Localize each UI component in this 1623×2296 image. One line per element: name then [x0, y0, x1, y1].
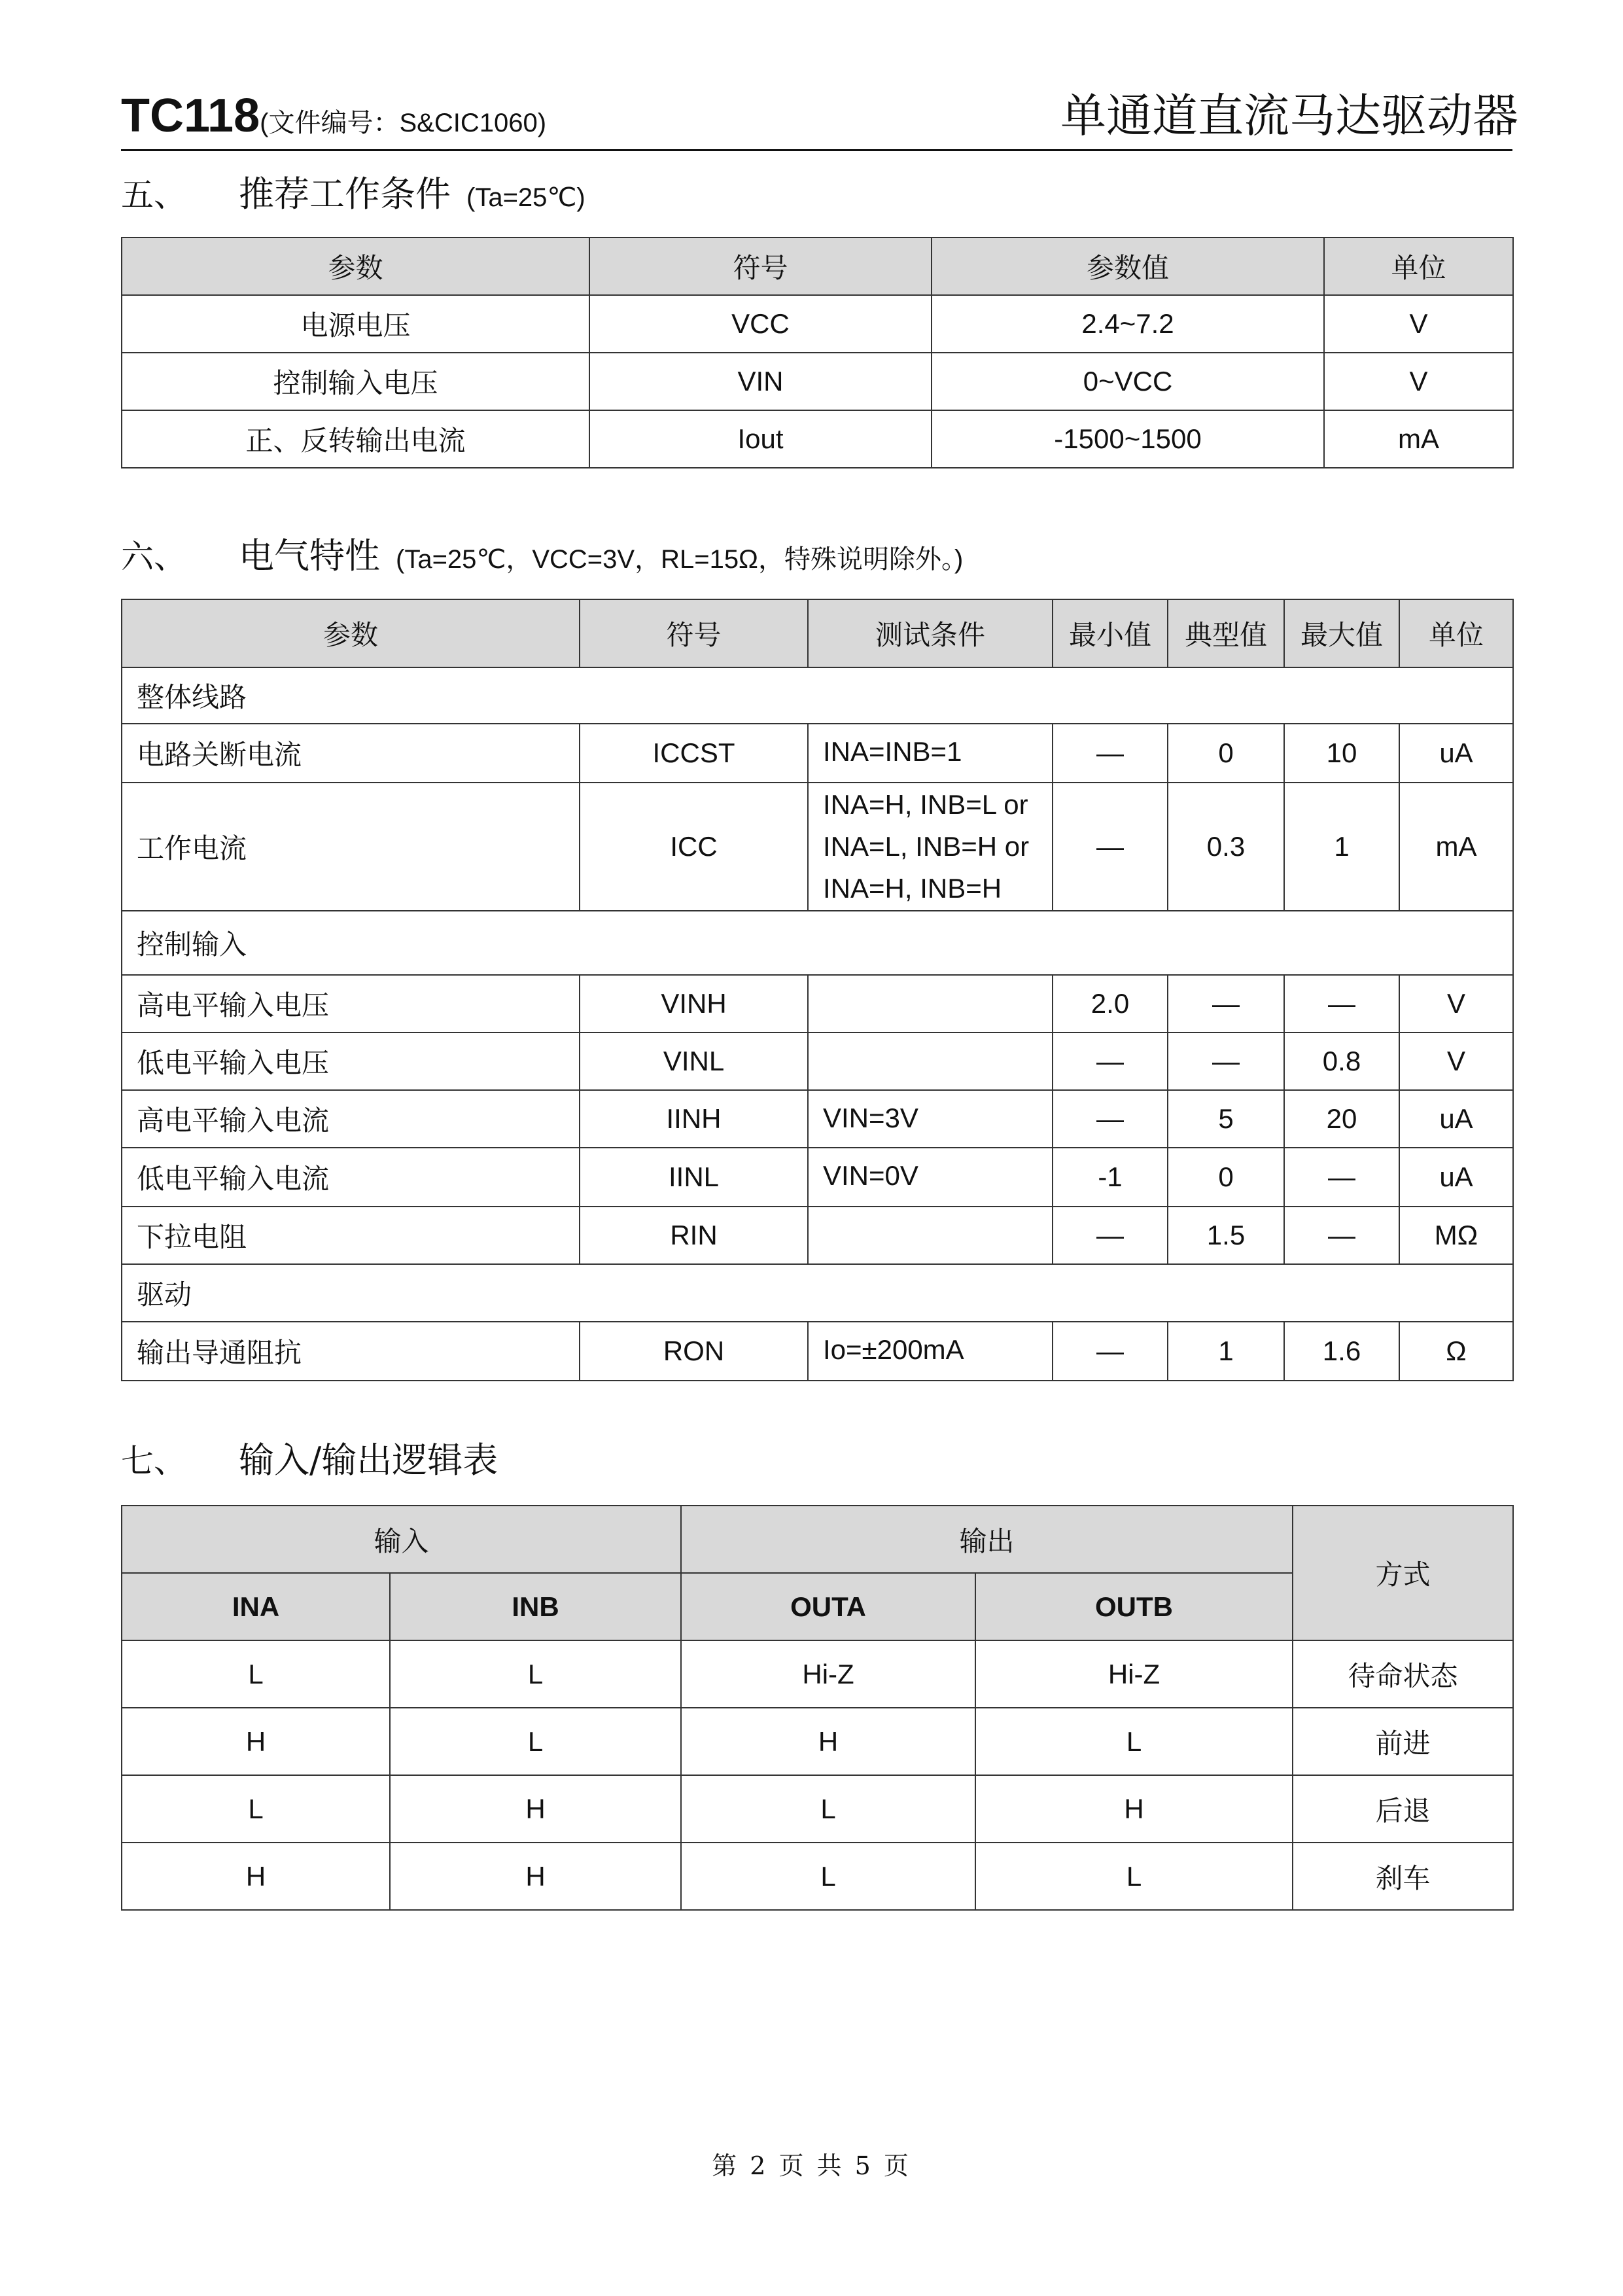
section5-title: 推荐工作条件 — [239, 173, 451, 215]
table-row — [122, 1775, 1513, 1843]
min-cell: — — [1053, 1322, 1168, 1381]
group-header-output: 输出 — [681, 1506, 1293, 1573]
max-cell: 1.6 — [1284, 1322, 1399, 1381]
section6-note: (Ta=25℃，VCC=3V，RL=15Ω，特殊说明除外。) — [396, 545, 964, 574]
unit-cell: uA — [1399, 1090, 1513, 1148]
outa-cell: L — [681, 1843, 975, 1910]
col-header-value: 参数值 — [932, 238, 1324, 295]
condition-line: INA=L, INB=H or — [823, 831, 1030, 862]
col-header-mode: 方式 — [1293, 1506, 1513, 1640]
section7-number: 七、 — [121, 1442, 186, 1480]
table-row — [122, 724, 1513, 783]
col-header-unit: 单位 — [1324, 238, 1513, 295]
value-cell: -1500~1500 — [932, 410, 1324, 468]
typ-cell: 0.3 — [1168, 783, 1284, 911]
param-cell: 正、反转输出电流 — [122, 410, 589, 468]
table-row — [122, 1033, 1513, 1090]
condition-cell: VIN=0V — [808, 1148, 1053, 1207]
col-header-condition: 测试条件 — [808, 599, 1053, 667]
condition-cell — [808, 1207, 1053, 1264]
param-cell: 电源电压 — [122, 295, 589, 353]
min-cell: -1 — [1053, 1148, 1168, 1207]
condition-cell: INA=INB=1 — [808, 724, 1053, 783]
outa-cell: Hi-Z — [681, 1640, 975, 1708]
param-cell: 工作电流 — [122, 783, 580, 911]
group-label-drive: 驱动 — [122, 1264, 1513, 1322]
max-cell: 20 — [1284, 1090, 1399, 1148]
table-header-row — [122, 599, 1513, 667]
unit-cell: mA — [1399, 783, 1513, 911]
page-footer: 第 2 页 共 5 页 — [712, 2151, 911, 2180]
section6-number: 六、 — [121, 538, 186, 576]
logic-table — [121, 1505, 1514, 1911]
group-label-circuit: 整体线路 — [122, 667, 1513, 724]
param-cell: 输出导通阻抗 — [122, 1322, 580, 1381]
section5-note: (Ta=25℃) — [466, 183, 585, 212]
symbol-cell: RON — [580, 1322, 808, 1381]
group-row — [122, 911, 1513, 975]
min-cell: — — [1053, 724, 1168, 783]
unit-cell: mA — [1324, 410, 1513, 468]
outb-cell: L — [975, 1708, 1293, 1775]
table-row — [122, 1207, 1513, 1264]
symbol-cell: IINL — [580, 1148, 808, 1207]
param-cell: 高电平输入电压 — [122, 975, 580, 1033]
section7-heading — [121, 1438, 498, 1492]
typ-cell: 1.5 — [1168, 1207, 1284, 1264]
condition-cell — [808, 1033, 1053, 1090]
table-row — [122, 975, 1513, 1033]
value-cell: 2.4~7.2 — [932, 295, 1324, 353]
symbol-cell: ICC — [580, 783, 808, 911]
unit-cell: V — [1324, 353, 1513, 410]
col-header-outa: OUTA — [681, 1573, 975, 1640]
max-cell: 0.8 — [1284, 1033, 1399, 1090]
symbol-cell: RIN — [580, 1207, 808, 1264]
typ-cell: — — [1168, 1033, 1284, 1090]
condition-cell: Io=±200mA — [808, 1322, 1053, 1381]
table-row — [122, 1148, 1513, 1207]
group-row — [122, 1264, 1513, 1322]
min-cell: — — [1053, 783, 1168, 911]
symbol-cell: Iout — [589, 410, 932, 468]
condition-cell — [808, 783, 1053, 911]
table-row — [122, 783, 1513, 911]
unit-cell: uA — [1399, 724, 1513, 783]
mode-cell: 刹车 — [1293, 1843, 1513, 1910]
mode-cell: 前进 — [1293, 1708, 1513, 1775]
col-header-param: 参数 — [122, 238, 589, 295]
outa-cell: H — [681, 1708, 975, 1775]
recommended-conditions-table — [121, 237, 1514, 468]
col-header-min: 最小值 — [1053, 599, 1168, 667]
header-rule — [121, 149, 1512, 151]
header-model — [121, 86, 546, 152]
symbol-cell: VIN — [589, 353, 932, 410]
table-row — [122, 1843, 1513, 1910]
section5-number: 五、 — [121, 176, 186, 214]
table-header-row — [122, 1506, 1513, 1573]
col-header-param: 参数 — [122, 599, 580, 667]
unit-cell: uA — [1399, 1148, 1513, 1207]
inb-cell: L — [390, 1640, 681, 1708]
mode-cell: 待命状态 — [1293, 1640, 1513, 1708]
col-header-unit: 单位 — [1399, 599, 1513, 667]
outb-cell: Hi-Z — [975, 1640, 1293, 1708]
param-cell: 高电平输入电流 — [122, 1090, 580, 1148]
electrical-characteristics-table — [121, 599, 1514, 1381]
min-cell: — — [1053, 1033, 1168, 1090]
inb-cell: H — [390, 1843, 681, 1910]
table-row — [122, 1708, 1513, 1775]
param-cell: 低电平输入电压 — [122, 1033, 580, 1090]
min-cell: 2.0 — [1053, 975, 1168, 1033]
ina-cell: L — [122, 1640, 390, 1708]
typ-cell: 0 — [1168, 1148, 1284, 1207]
table-row — [122, 353, 1513, 410]
table-row — [122, 1640, 1513, 1708]
col-header-symbol: 符号 — [580, 599, 808, 667]
table-row — [122, 1322, 1513, 1381]
typ-cell: 1 — [1168, 1322, 1284, 1381]
value-cell: 0~VCC — [932, 353, 1324, 410]
max-cell: — — [1284, 1148, 1399, 1207]
group-label-control-input: 控制输入 — [122, 911, 1513, 975]
param-cell: 低电平输入电流 — [122, 1148, 580, 1207]
symbol-cell: IINH — [580, 1090, 808, 1148]
header-title: 单通道直流马达驱动器 — [1060, 89, 1518, 143]
group-row — [122, 667, 1513, 724]
typ-cell: 0 — [1168, 724, 1284, 783]
col-header-ina: INA — [122, 1573, 390, 1640]
ina-cell: H — [122, 1843, 390, 1910]
section6-title: 电气特性 — [239, 535, 380, 576]
min-cell: — — [1053, 1207, 1168, 1264]
ina-cell: L — [122, 1775, 390, 1843]
condition-line: INA=H, INB=H — [823, 873, 1002, 904]
unit-cell: V — [1399, 1033, 1513, 1090]
symbol-cell: VINH — [580, 975, 808, 1033]
section6-heading — [121, 533, 963, 588]
param-cell: 下拉电阻 — [122, 1207, 580, 1264]
table-header-row — [122, 238, 1513, 295]
max-cell: — — [1284, 1207, 1399, 1264]
inb-cell: L — [390, 1708, 681, 1775]
max-cell: — — [1284, 975, 1399, 1033]
min-cell: — — [1053, 1090, 1168, 1148]
section5-heading — [121, 171, 585, 226]
symbol-cell: ICCST — [580, 724, 808, 783]
max-cell: 1 — [1284, 783, 1399, 911]
typ-cell: 5 — [1168, 1090, 1284, 1148]
section7-title: 输入/输出逻辑表 — [239, 1439, 498, 1481]
group-header-input: 输入 — [122, 1506, 681, 1573]
condition-cell: VIN=3V — [808, 1090, 1053, 1148]
doc-code: (文件编号：S&CIC1060) — [260, 109, 547, 137]
model-number: TC118 — [121, 90, 260, 142]
unit-cell: V — [1324, 295, 1513, 353]
condition-line: INA=H, INB=L or — [823, 789, 1028, 820]
unit-cell: Ω — [1399, 1322, 1513, 1381]
symbol-cell: VINL — [580, 1033, 808, 1090]
typ-cell: — — [1168, 975, 1284, 1033]
unit-cell: MΩ — [1399, 1207, 1513, 1264]
col-header-typ: 典型值 — [1168, 599, 1284, 667]
col-header-outb: OUTB — [975, 1573, 1293, 1640]
outa-cell: L — [681, 1775, 975, 1843]
inb-cell: H — [390, 1775, 681, 1843]
table-row — [122, 295, 1513, 353]
mode-cell: 后退 — [1293, 1775, 1513, 1843]
outb-cell: L — [975, 1843, 1293, 1910]
table-row — [122, 1090, 1513, 1148]
col-header-symbol: 符号 — [589, 238, 932, 295]
outb-cell: H — [975, 1775, 1293, 1843]
col-header-inb: INB — [390, 1573, 681, 1640]
col-header-max: 最大值 — [1284, 599, 1399, 667]
param-cell: 电路关断电流 — [122, 724, 580, 783]
unit-cell: V — [1399, 975, 1513, 1033]
condition-cell — [808, 975, 1053, 1033]
symbol-cell: VCC — [589, 295, 932, 353]
table-row — [122, 410, 1513, 468]
max-cell: 10 — [1284, 724, 1399, 783]
ina-cell: H — [122, 1708, 390, 1775]
param-cell: 控制输入电压 — [122, 353, 589, 410]
